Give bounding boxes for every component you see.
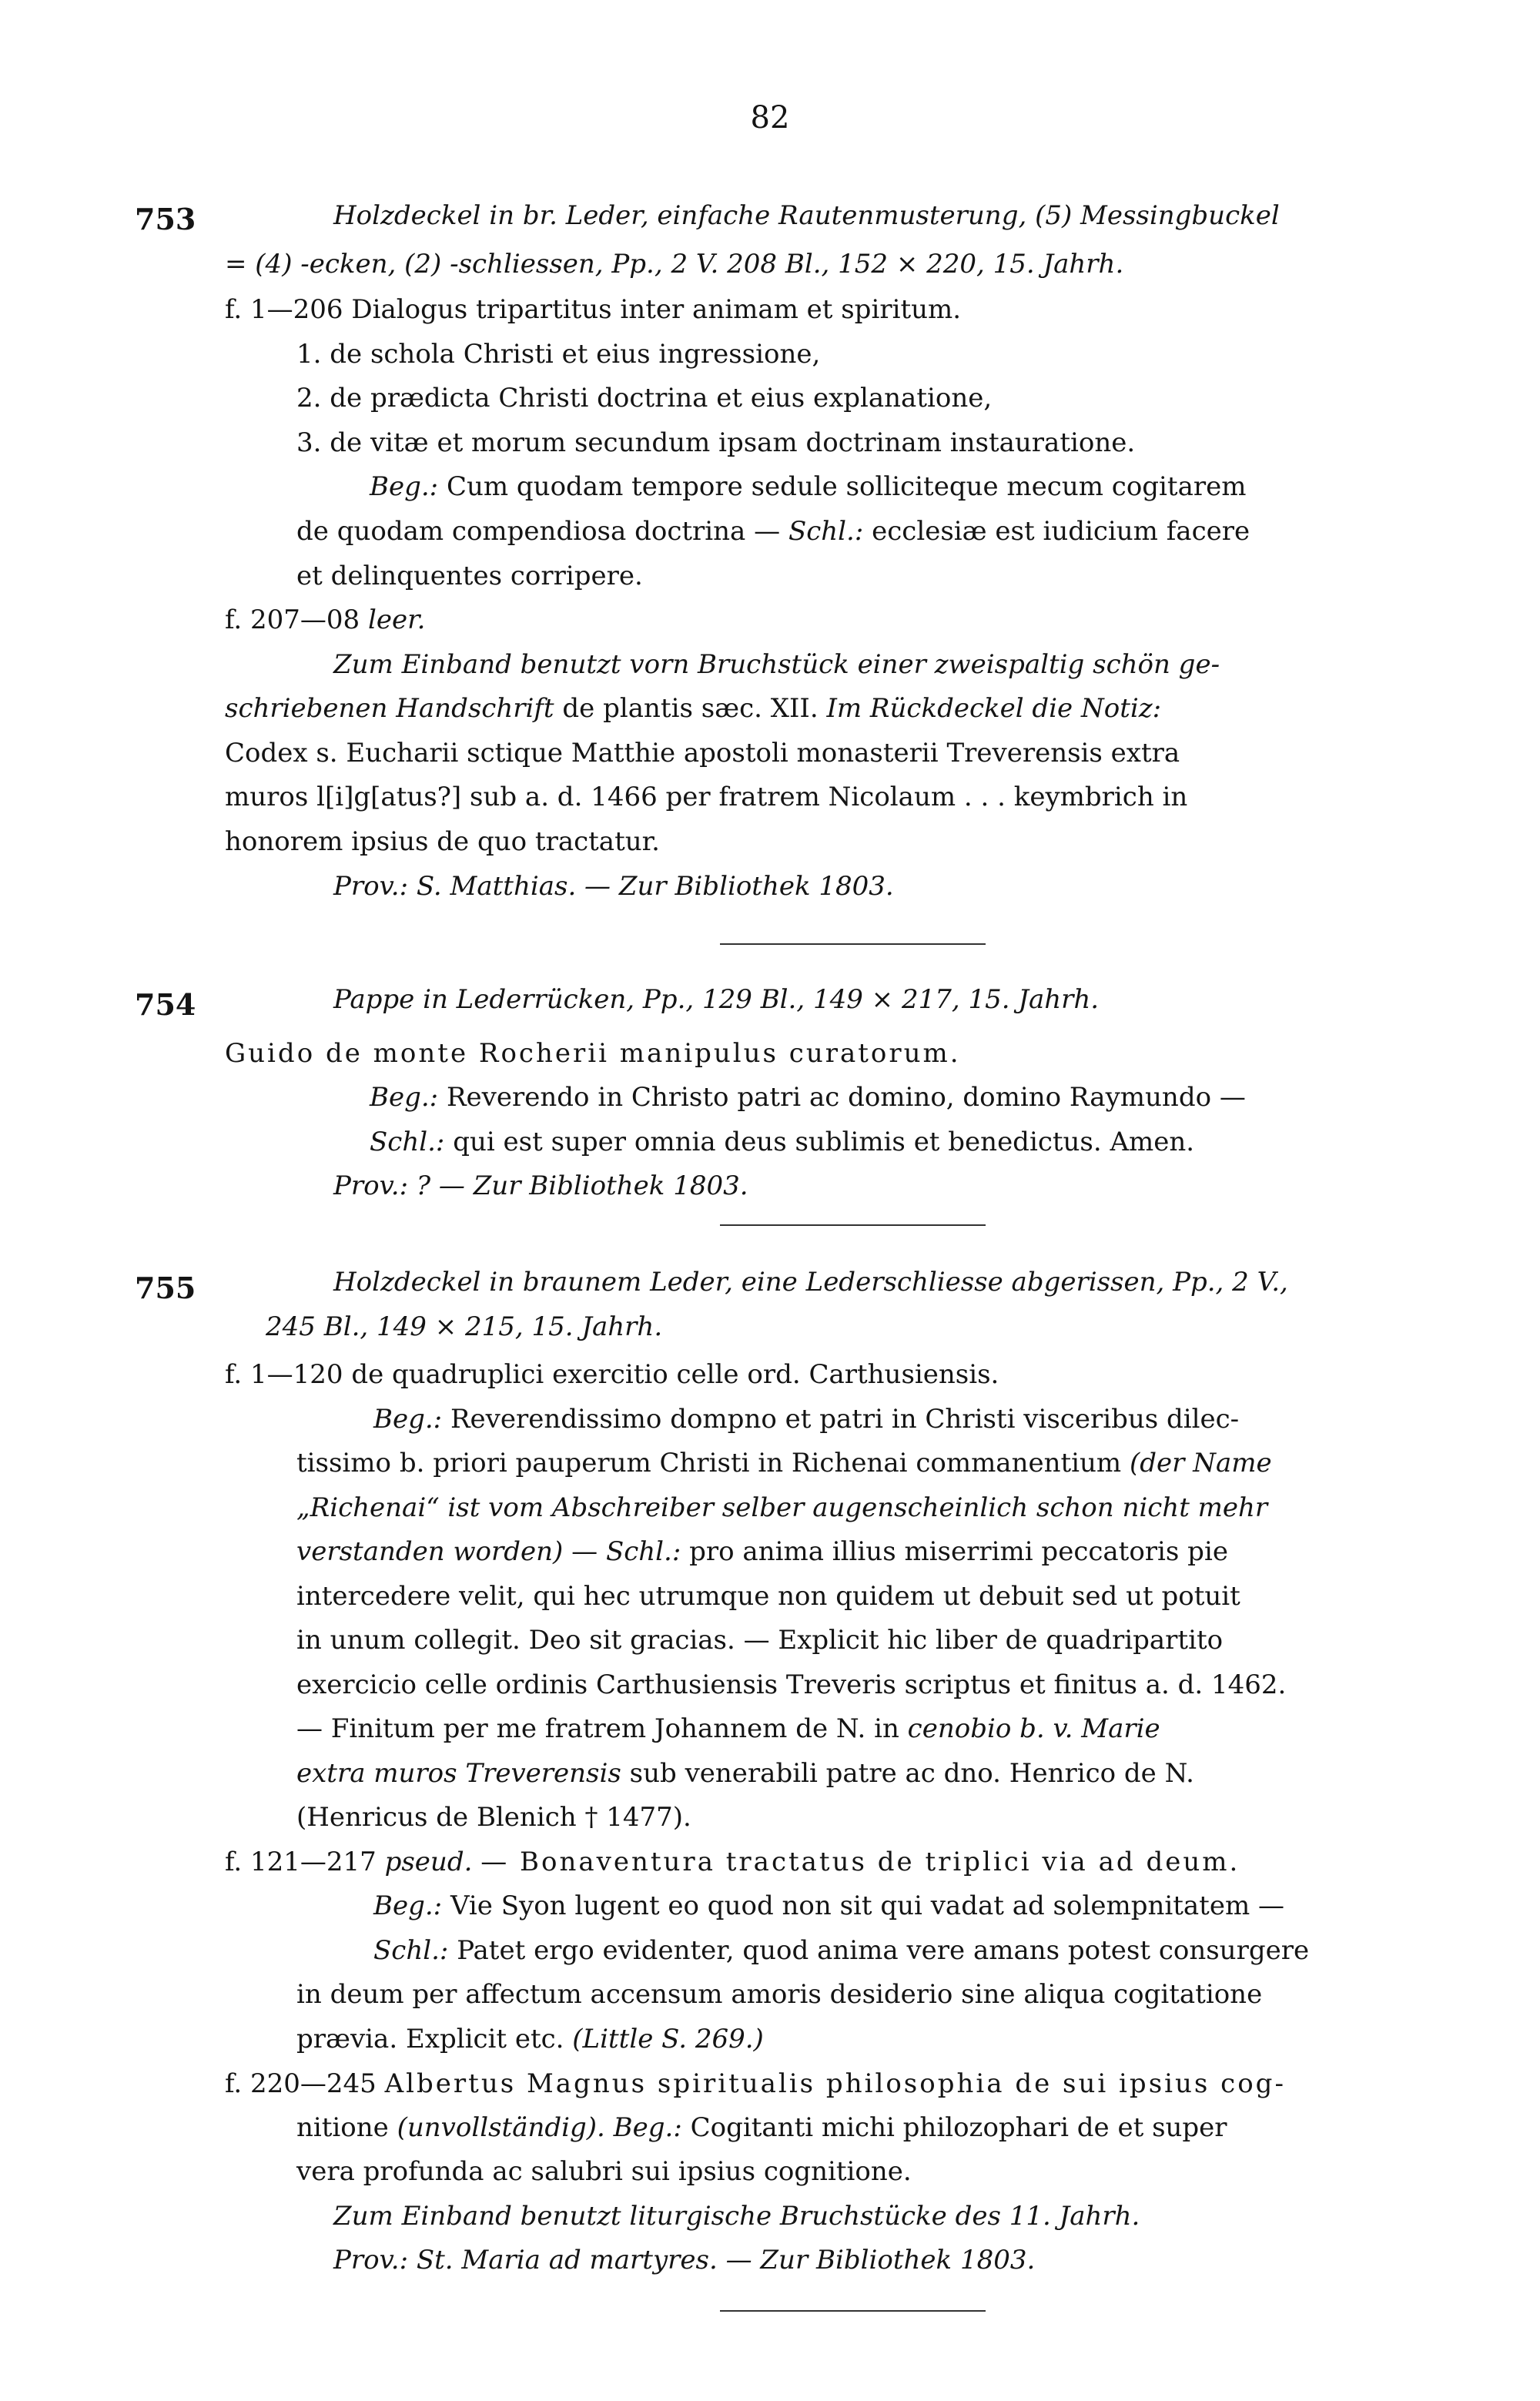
work-title: Dialogus tripartitus inter animam et spiritum. (351, 294, 962, 325)
entry-description-cont: 245 Bl., 149 × 215, 15. Jahrh. (266, 1311, 663, 1342)
work-title: — Bonaventura tractatus de triplici via ad deum. (480, 1847, 1240, 1877)
explicit-text: Patet ergo evidenter, quod anima vere amans potest consurgere (457, 1935, 1310, 1966)
incipit-line (373, 1404, 1239, 1435)
dash: — (571, 1536, 598, 1567)
colophon-text: sub venerabili patre ac dno. Henrico de N. (629, 1758, 1194, 1789)
incipit-explicit-line (296, 516, 1250, 547)
provenance: Prov.: St. Maria ad martyres. — Zur Bibliothek 1803. (333, 2245, 1036, 2275)
pseud-label: pseud. (384, 1847, 473, 1877)
folio-range: f. 1—120 (225, 1359, 343, 1390)
incipit-text: Cogitanti michi philozophari de et super (690, 2112, 1227, 2143)
blank-label: leer. (367, 604, 426, 635)
separator-rule (720, 943, 986, 945)
binding-note-cont: honorem ipsius de quo tractatur. (225, 826, 660, 857)
explicit-text: prævia. Explicit etc. (296, 2024, 564, 2054)
entry-number: 754 (135, 987, 196, 1022)
contents-line (225, 2068, 1286, 2099)
explicit-text: ecclesiæ est iudicium facere (872, 516, 1250, 547)
explicit-line-cont: in deum per affectum accensum amoris desiderio sine aliqua cogitatione (296, 1979, 1263, 2010)
beg-label: Beg.: (370, 1082, 439, 1113)
colophon-text: — Finitum per me fratrem Johannem de N. in (296, 1713, 899, 1744)
work-title: Guido de monte Rocherii manipulus curatorum. (225, 1038, 961, 1069)
provenance: Prov.: S. Matthias. — Zur Bibliothek 1803. (333, 871, 894, 902)
explicit-line (370, 1127, 1194, 1157)
entry-description: Holzdeckel in braunem Leder, eine Lederschliesse abgerissen, Pp., 2 V., (333, 1267, 1288, 1298)
explicit-line-cont: exercicio celle ordinis Carthusiensis Treveris scriptus et finitus a. d. 1462. (296, 1669, 1287, 1700)
binding-note-cont (225, 693, 1161, 724)
explicit-line-cont: intercedere velit, qui hec utrumque non quidem ut debuit sed ut potuit (296, 1581, 1240, 1612)
contents-line (225, 294, 961, 325)
editor-note: (der Name (1129, 1448, 1272, 1478)
entry-description: Holzdeckel in br. Leder, einfache Rautenmusterung, (5) Messingbuckel (333, 200, 1280, 231)
folio-range: f. 121—217 (225, 1847, 377, 1877)
colophon-italic: cenobio b. v. Marie (907, 1713, 1160, 1744)
contents-line (225, 1847, 1240, 1877)
colophon-line: (Henricus de Blenich † 1477). (296, 1802, 691, 1833)
explicit-line: et delinquentes corripere. (296, 561, 643, 591)
part-item: 2. de prædicta Christi doctrina et eius explanatione, (296, 383, 993, 414)
separator-rule (720, 2310, 986, 2312)
colophon-line (296, 1713, 1160, 1744)
incipit-text: Reverendissimo dompno et patri in Christi visceribus dilec- (450, 1404, 1240, 1435)
explicit-line-cont (296, 2024, 764, 2054)
incipit-line-cont (296, 1448, 1272, 1478)
folio-range: f. 220—245 (225, 2068, 377, 2099)
incipit-line (296, 2112, 1227, 2143)
note-italic: schriebenen Handschrift (225, 693, 554, 724)
incipit-text: Vie Syon lugent eo quod non sit qui vadat ad solempnitatem — (450, 1890, 1285, 1921)
provenance: Prov.: ? — Zur Bibliothek 1803. (333, 1170, 748, 1201)
entry-description: Pappe in Lederrücken, Pp., 129 Bl., 149 × 217, 15. Jahrh. (333, 984, 1100, 1015)
part-item: 3. de vitæ et morum secundum ipsam doctrinam instauratione. (296, 427, 1136, 458)
beg-label: Beg.: (370, 471, 439, 502)
note-roman: de plantis sæc. XII. (562, 693, 819, 724)
explicit-line (296, 1536, 1228, 1567)
incipit-line (373, 1890, 1284, 1921)
explicit-line (373, 1935, 1309, 1966)
separator-rule (720, 1224, 986, 1226)
entry-number: 755 (135, 1271, 196, 1305)
schl-label: Schl.: (373, 1935, 449, 1966)
incipit-line (370, 1082, 1246, 1113)
binding-note: Zum Einband benutzt liturgische Bruchstücke des 11. Jahrh. (333, 2201, 1140, 2232)
incipit-text: Reverendo in Christo patri ac domino, domino Raymundo — (446, 1082, 1246, 1113)
incipit-text: de quodam compendiosa doctrina — (296, 516, 781, 547)
colophon-line (296, 1758, 1194, 1789)
incipit-text: Cum quodam tempore sedule solliciteque mecum cogitarem (446, 471, 1247, 502)
binding-note: Zum Einband benutzt vorn Bruchstück einer zweispaltig schön ge- (333, 649, 1220, 680)
beg-label: Beg.: (373, 1890, 443, 1921)
editor-note: (unvollständig). (397, 2112, 605, 2143)
beg-label: Beg.: (613, 2112, 682, 2143)
work-title: de quadruplici exercitio celle ord. Carthusiensis. (351, 1359, 999, 1390)
incipit-text: tissimo b. priori pauperum Christi in Richenai commanentium (296, 1448, 1122, 1478)
folio-range: f. 207—08 (225, 604, 360, 635)
reference-note: (Little S. 269.) (572, 2024, 764, 2054)
explicit-text: qui est super omnia deus sublimis et benedictus. Amen. (453, 1127, 1195, 1157)
schl-label: Schl.: (370, 1127, 445, 1157)
contents-line (225, 1359, 999, 1390)
schl-label: Schl.: (788, 516, 864, 547)
editor-note: „Richenai“ ist vom Abschreiber selber augenscheinlich schon nicht mehr (296, 1492, 1268, 1523)
page-number: 82 (750, 100, 790, 136)
folio-range: f. 1—206 (225, 294, 343, 325)
incipit-line (370, 471, 1246, 502)
note-italic: Im Rückdeckel die Notiz: (826, 693, 1162, 724)
part-item: 1. de schola Christi et eius ingressione, (296, 339, 821, 370)
beg-label: Beg.: (373, 1404, 443, 1435)
incipit-line-cont: vera profunda ac salubri sui ipsius cognitione. (296, 2156, 912, 2187)
editor-note: verstanden worden) (296, 1536, 564, 1567)
title-cont: nitione (296, 2112, 389, 2143)
explicit-line-cont: in unum collegit. Deo sit gracias. — Explicit hic liber de quadripartito (296, 1625, 1224, 1656)
blank-folios (225, 604, 425, 635)
schl-label: Schl.: (605, 1536, 681, 1567)
binding-note-cont: Codex s. Eucharii sctique Matthie apostoli monasterii Treverensis extra (225, 738, 1180, 769)
colophon-italic: extra muros Treverensis (296, 1758, 621, 1789)
entry-description-cont: = (4) -ecken, (2) -schliessen, Pp., 2 V. 208 Bl., 152 × 220, 15. Jahrh. (225, 249, 1124, 280)
work-title: Albertus Magnus spiritualis philosophia de sui ipsius cog- (384, 2068, 1286, 2099)
binding-note-cont: muros l[i]g[atus?] sub a. d. 1466 per fratrem Nicolaum . . . keymbrich in (225, 782, 1188, 812)
entry-number: 753 (135, 202, 196, 236)
explicit-text: pro anima illius miserrimi peccatoris pie (689, 1536, 1228, 1567)
